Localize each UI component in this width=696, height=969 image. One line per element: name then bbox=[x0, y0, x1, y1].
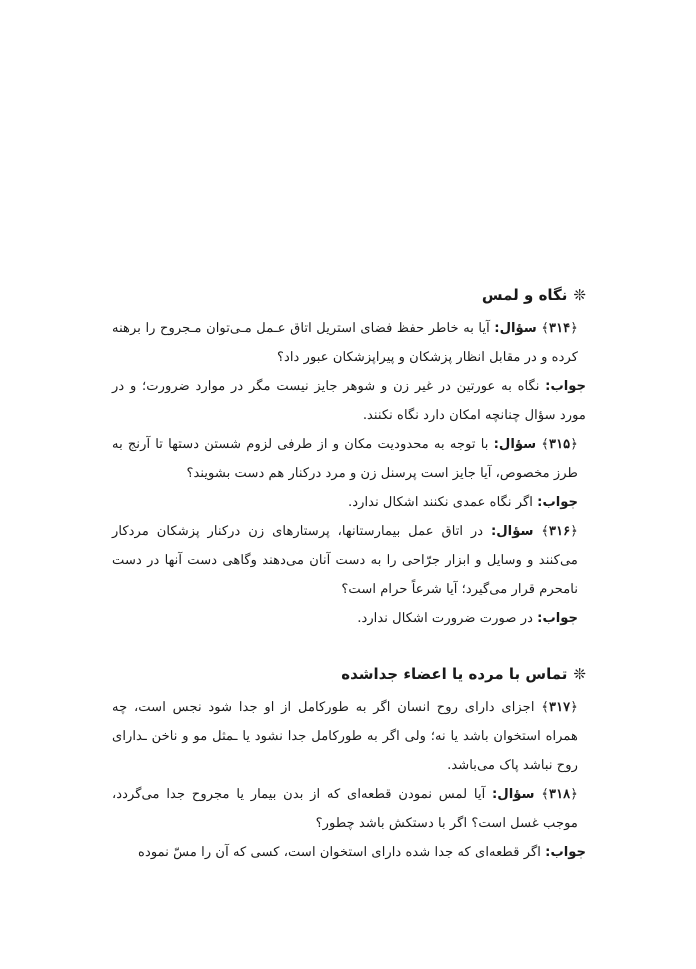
answer-label: جواب: bbox=[537, 495, 578, 510]
question-paragraph bbox=[112, 314, 586, 372]
answer-label: جواب: bbox=[537, 611, 578, 626]
answer-label: جواب: bbox=[545, 845, 586, 860]
question-label: سؤال: bbox=[490, 524, 534, 539]
question-text: آیا به خاطر حفظ فضای استریل اتاق عـمل مـی‌توان مـجروح را برهنه کرده و در مقابل انظار پزشکان و پیراپزشکان عبور داد؟ bbox=[112, 321, 578, 365]
section-heading bbox=[112, 659, 586, 689]
item-number: ﴿۳۱۵﴾ bbox=[541, 437, 578, 452]
answer-paragraph bbox=[112, 488, 586, 517]
star-icon: ❊ bbox=[573, 665, 586, 683]
section-spacer bbox=[112, 633, 586, 659]
answer-label: جواب: bbox=[545, 379, 586, 394]
question-label: سؤال: bbox=[493, 437, 537, 452]
answer-paragraph bbox=[112, 372, 586, 430]
answer-paragraph bbox=[112, 838, 586, 867]
star-icon: ❊ bbox=[573, 286, 586, 304]
section-heading bbox=[112, 280, 586, 310]
question-label: سؤال: bbox=[494, 321, 537, 336]
section-title: نگاه و لمس bbox=[481, 286, 568, 304]
item-number: ﴿۳۱۷﴾ bbox=[541, 700, 578, 715]
answer-text: اگر نگاه عمدی نکنند اشکال ندارد. bbox=[348, 495, 533, 510]
answer-text: نگاه به عورتین در غیر زن و شوهر جایز نیست مگر در موارد ضرورت؛ و در مورد سؤال چنانچه امکان دارد نگاه نکنند. bbox=[112, 379, 586, 423]
item-number: ﴿۳۱۶﴾ bbox=[541, 524, 578, 539]
answer-paragraph bbox=[112, 604, 586, 633]
question-paragraph bbox=[112, 430, 586, 488]
question-label: سؤال: bbox=[492, 787, 535, 802]
ruling-paragraph bbox=[112, 693, 586, 780]
item-number: ﴿۳۱۸﴾ bbox=[541, 787, 578, 802]
question-text: با توجه به محدودیت مکان و از طرفی لزوم شستن دستها تا آرنج به طرز مخصوص، آیا جایز است پرسنل زن و مرد درکنار هم دست بشویند؟ bbox=[112, 437, 578, 481]
question-text: آیا لمس نمودن قطعه‌ای که از بدن بیمار یا مجروح جدا می‌گردد، موجب غسل است؟ اگر با دستکش باشد چطور؟ bbox=[112, 787, 578, 831]
answer-text: اگر قطعه‌ای که جدا شده دارای استخوان است، کسی که آن را مسّ نموده bbox=[138, 845, 541, 860]
item-number: ﴿۳۱۴﴾ bbox=[541, 321, 578, 336]
section-title: تماس با مرده یا اعضاء جداشده bbox=[341, 665, 568, 683]
question-text: در اتاق عمل بیمارستانها، پرستارهای زن درکنار پزشکان مردکار می‌کنند و وسایل و ابزار جرّاحی را به دست آنان می‌دهند وگاهی دست آنها در دست نامحرم قرار می‌گیرد؛ آیا شرعاً حرام است؟ bbox=[112, 524, 578, 597]
ruling-text: اجزای دارای روح انسان اگر به طورکامل از او جدا شود نجس است، چه همراه استخوان باشد یا نه؛ ولی اگر به طورکامل جدا نشود یا ـمثل مو و ناخن ـدارای روح نباشد پاک می‌باشد. bbox=[112, 700, 578, 773]
question-paragraph bbox=[112, 780, 586, 838]
page-body bbox=[112, 280, 586, 867]
question-paragraph bbox=[112, 517, 586, 604]
answer-text: در صورت ضرورت اشکال ندارد. bbox=[357, 611, 533, 626]
